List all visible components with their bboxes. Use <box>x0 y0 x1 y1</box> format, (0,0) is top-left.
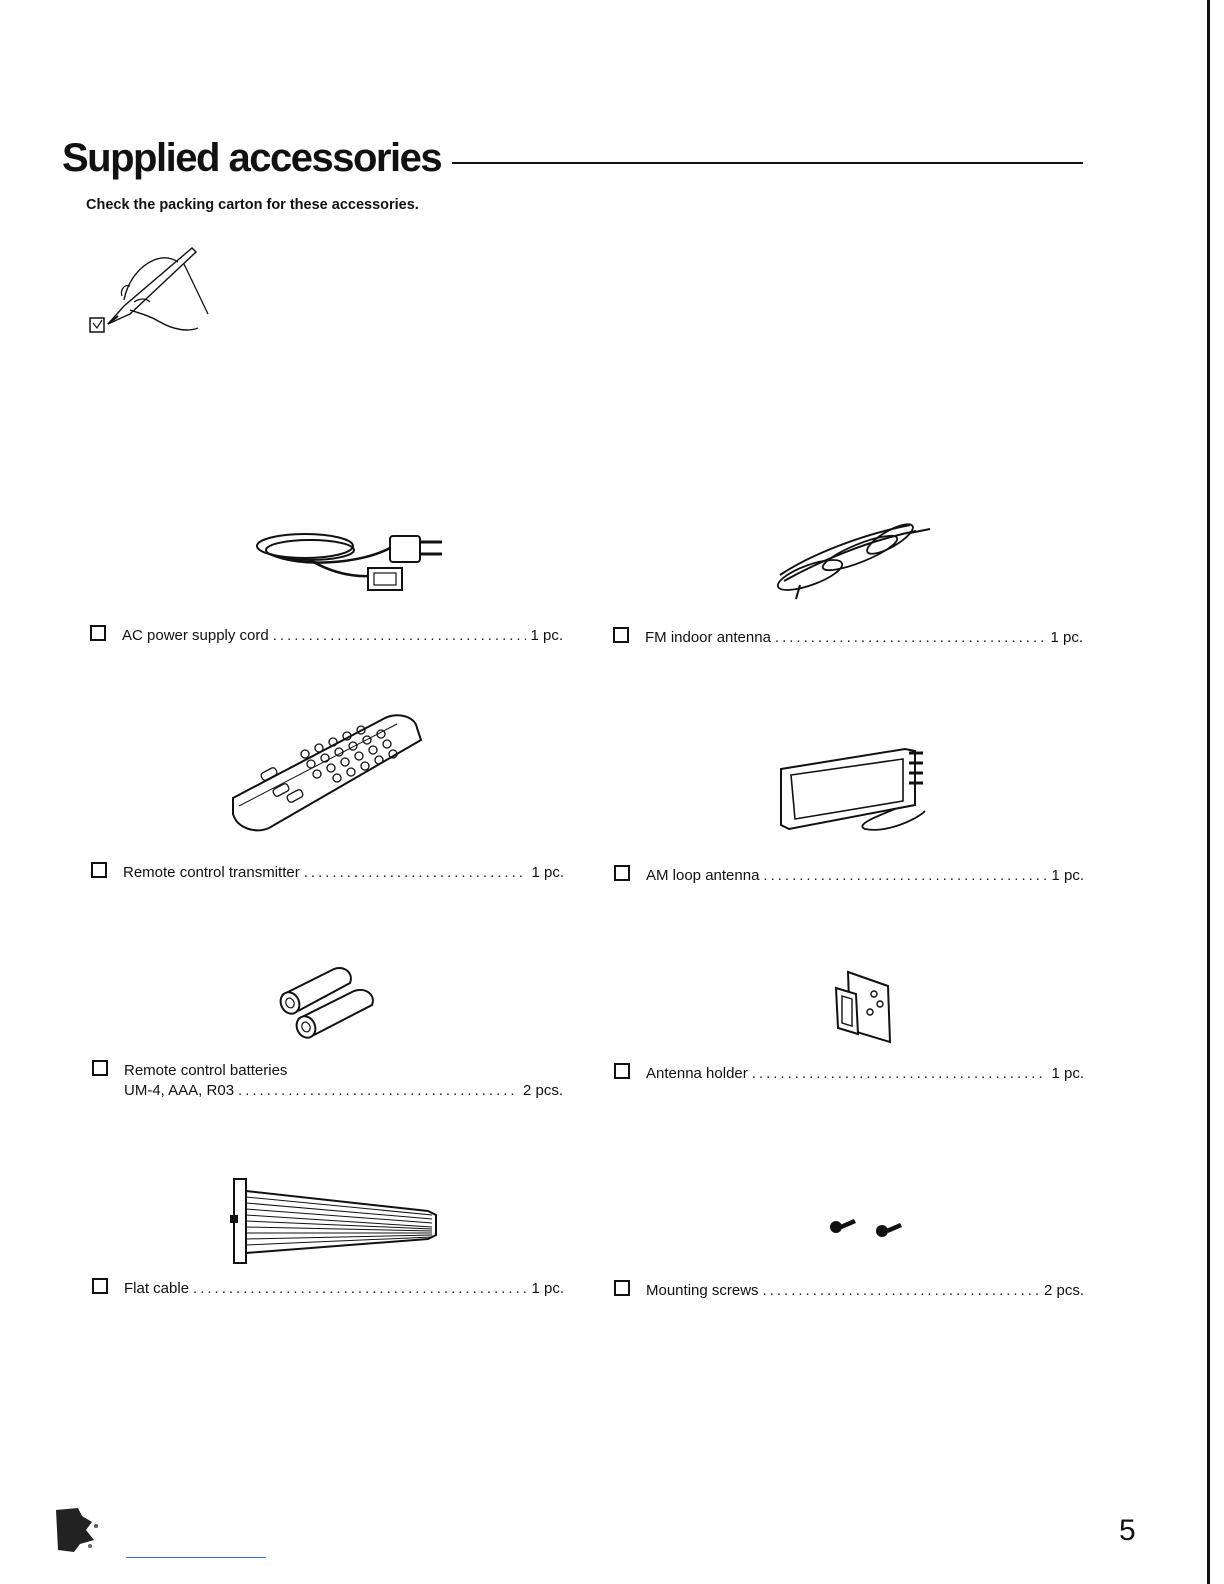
item-label: FM indoor antenna <box>645 629 771 646</box>
item-quantity: 1 pc. <box>530 627 563 644</box>
checkbox[interactable] <box>614 865 630 881</box>
checkbox[interactable] <box>92 1278 108 1294</box>
mounting-screws-icon <box>826 1215 906 1245</box>
item-quantity: 1 pc. <box>531 1280 564 1297</box>
page-subtitle: Check the packing carton for these accessories. <box>86 197 419 213</box>
hand-pen-check-icon <box>84 240 214 340</box>
item-label: Antenna holder <box>646 1065 748 1082</box>
page-title: Supplied accessories <box>62 136 442 180</box>
item-quantity: 2 pcs. <box>1043 1282 1084 1299</box>
item-quantity: 1 pc. <box>1051 867 1084 884</box>
fm-antenna-icon <box>770 515 935 605</box>
item-quantity: 2 pcs. <box>522 1082 563 1099</box>
item-label: Mounting screws <box>646 1282 759 1299</box>
checkbox[interactable] <box>90 625 106 641</box>
item-label: Flat cable <box>124 1280 190 1297</box>
accessory-item-remote-batteries <box>92 1060 563 1104</box>
page-edge-rule <box>1207 0 1210 1584</box>
flat-cable-icon <box>228 1175 443 1267</box>
item-quantity: 1 pc. <box>1050 629 1083 646</box>
page-number: 5 <box>1119 1514 1136 1547</box>
item-label: Remote control batteries <box>124 1062 288 1079</box>
antenna-holder-icon <box>830 968 895 1048</box>
checkbox[interactable] <box>614 1063 630 1079</box>
batteries-icon <box>270 965 385 1045</box>
scan-smudge-mark <box>52 1506 102 1554</box>
title-rule <box>452 162 1083 164</box>
checkbox[interactable] <box>613 627 629 643</box>
item-label: Remote control transmitter <box>123 864 300 881</box>
footer-line <box>126 1557 266 1558</box>
checkbox[interactable] <box>614 1280 630 1296</box>
item-quantity: 1 pc. <box>531 864 564 881</box>
item-label: AM loop antenna <box>646 867 760 884</box>
remote-control-icon <box>225 710 425 835</box>
am-loop-antenna-icon <box>775 745 935 835</box>
item-label: AC power supply cord <box>122 627 269 644</box>
item-quantity: 1 pc. <box>1051 1065 1084 1082</box>
item-label-line2: UM-4, AAA, R03 <box>124 1082 235 1099</box>
ac-power-cord-icon <box>250 520 455 600</box>
checkbox[interactable] <box>91 862 107 878</box>
checkbox[interactable] <box>92 1060 108 1076</box>
